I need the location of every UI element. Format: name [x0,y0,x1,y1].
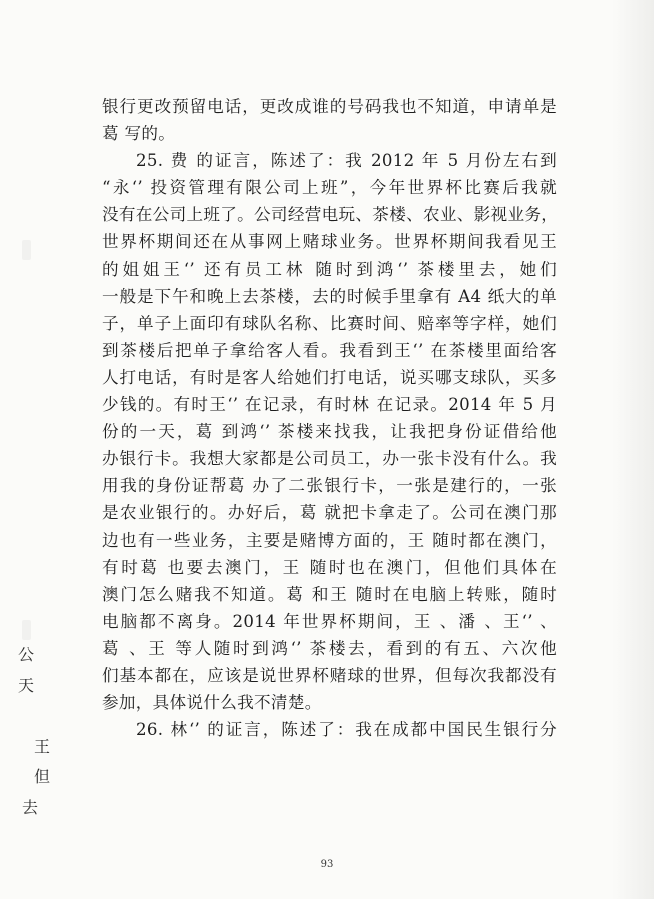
text-line: 份的一天，葛 到鸿‘’ 茶楼来找我，让我把身份证借给他 [102,422,557,442]
text-line: “永‘’ 投资管理有限公司上班”，今年世界杯比赛后我就 [102,178,557,198]
text-line: 银行更改预留电话，更改成谁的号码我也不知道，申请单是 [102,97,557,116]
text-line: 世界杯期间还在从事网上赌球业务。世界杯期间我看见王 [102,232,557,252]
margin-fragment: 天 [18,675,35,695]
text-line: 们基本都在，应该是说世界杯赌球的世界，但每次我都没有 [102,665,557,685]
text-line: 参加，具体说什么我不清楚。 [102,693,322,713]
text-line: 少钱的。有时王‘’ 在记录，有时林 在记录。2014 年 5 月 [102,395,557,415]
text-line: 没有在公司上班了。公司经营电玩、茶楼、农业、影视业务， [102,205,559,225]
binding-hole-shadow [22,620,31,640]
binding-hole-shadow [22,240,31,260]
text-line: 是农业银行的。办好后，葛 就把卡拿走了。公司在澳门那 [102,503,557,523]
text-line: 子，单子上面印有球队名称、比赛时间、赔率等字样，她们 [102,313,557,333]
text-line: 葛 写的。 [102,124,176,144]
text-line: 葛 、王 等人随时到鸿‘’ 茶楼去，看到的有五、六次他 [102,638,557,658]
text-line: 用我的身份证帮葛 办了二张银行卡，一张是建行的，一张 [102,476,557,496]
adjacent-page-margin-fragments [0,640,51,823]
margin-fragment: 但 [34,767,51,786]
margin-fragment: 公 [18,645,35,664]
page-number: 93 [320,859,334,870]
testimony-heading-26: 26. 林‘’ 的证言，陈述了：我在成都中国民生银行分 [136,720,557,740]
text-line: 电脑都不离身。2014 年世界杯期间，王 、潘 、王‘’ 、 [102,611,557,631]
text-line: 办银行卡。我想大家都是公司员工，办一张卡没有什么。我 [102,449,557,469]
text-line: 有时葛 也要去澳门，王 随时也在澳门，但他们具体在 [102,557,557,577]
margin-fragment: 去 [22,797,39,817]
text-line: 人打电话，有时是客人给她们打电话，说买哪支球队，买多 [102,367,557,387]
text-line: 到茶楼后把单子拿给客人看。我看到王‘’ 在茶楼里面给客 [102,340,557,360]
text-line: 边也有一些业务，主要是赌博方面的，王 随时都在澳门， [102,530,557,550]
text-line: 的姐姐王‘’ 还有员工林 随时到鸿‘’ 茶楼里去，她们 [102,259,557,279]
text-line: 一般是下午和晚上去茶楼，去的时候手里拿有 A4 纸大的单 [102,286,557,306]
testimony-heading-25: 25. 费 的证言，陈述了：我 2012 年 5 月份左右到 [136,151,557,171]
page-edge-shade [612,0,654,899]
margin-fragment [0,701,40,732]
margin-fragment: 王 [34,736,51,756]
text-line: 澳门怎么赌我不知道。葛 和王 随时在电脑上转账，随时 [102,584,557,604]
document-body [102,93,557,743]
